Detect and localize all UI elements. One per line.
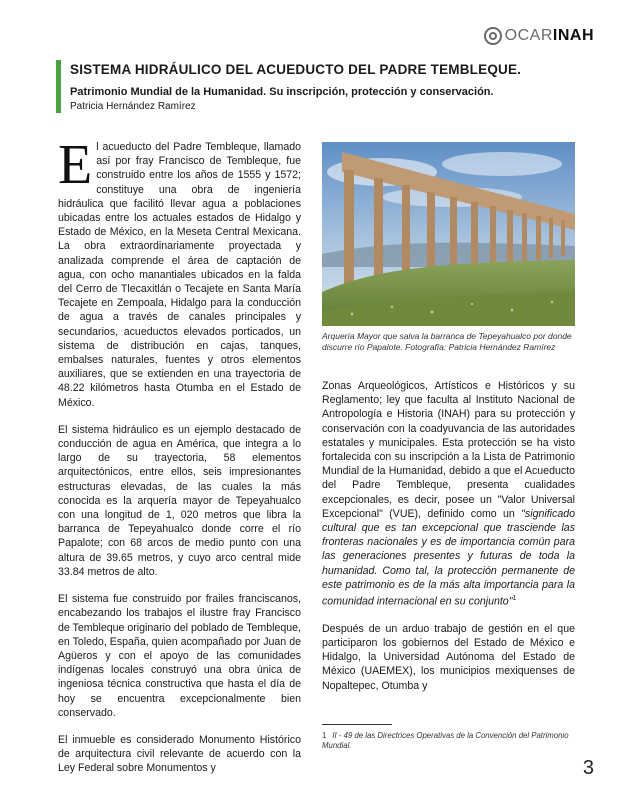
footnote-text: II - 49 de las Directrices Operativas de la Convención del Patrimonio Mundial. [322,731,569,750]
paragraph: El inmueble es considerado Monumento Histórico de arquitectura civil relevante de acuerdo con la Ley Federal sobre Monumentos y [58,733,301,775]
article-author: Patricia Hernández Ramírez [70,101,196,112]
drop-cap: E [58,134,93,196]
paragraph: El acueducto del Padre Tembleque, llamado así por fray Francisco de Tembleque, fue construido entre los años de 1555 y 1572; constituye una obra de ingeniería hidráulica que facilitó llevar agua a poblaciones ubicadas entre los actuales estados de Hidalgo y Estado de México, en la Meseta Central Mexicana. La obra extraordinariamente proyectada y analizada comprende el área de captación de agua, con ocho manantiales ubicados en la falda del Cerro de Tlecaxitlán o Tecajete en Santa María Tecajete en Zempoala, Hidalgo para la conducción de agua a través de canales principales y secundarios, acueductos elevados porticados, un sistema de distribución en cajas, tanques, embalses naturales, fuentes y otros elementos auxiliares, que se extienden en una trayectoria de 48.22 kilómetros hasta Otumba en el Estado de México. [58,134,301,409]
paragraph: El sistema hidráulico es un ejemplo destacado de conducción de agua en América, que integra a lo largo de su trayectoria, 58 elementos arquitectónicos, entre ellos, seis impresionantes estructuras elevadas, de las cuales la más conocida es la arquería mayor de Tepeyahualco con una longitud de 1, 020 metros que libra la barranca de Tepeyahualco donde corre el río Papalote; con 68 arcos de medio punto con una altura de 39.65 metros, y cuyo arco central mide 33.84 metros de alto. [58,423,301,578]
paragraph: El sistema fue construido por frailes franciscanos, encabezando los trabajos el ilustre fray Francisco de Tembleque originario del poblado de Tembleque, en Toledo, España, quien acompañado por Juan de Agüeros y con el apoyo de las comunidades indígenas locales construyó una obra única de ingeniosa técnica constructiva que hasta el día de hoy se encuentra excepcionalmente bien conservado. [58,593,301,719]
article-title: SISTEMA HIDRÁULICO DEL ACUEDUCTO DEL PADRE TEMBLEQUE. [70,62,522,77]
aqueduct-illustration [322,142,575,326]
footnote [322,731,575,751]
footnote-number: 1 [322,731,327,740]
article-header [56,60,600,113]
article-subtitle: Patrimonio Mundial de la Humanidad. Su inscripción, protección y conservación. [70,86,494,98]
paragraph: Zonas Arqueológicos, Artísticos e Históricos y su Reglamento; ley que faculta al Instituto Nacional de Antropología e Historia (INAH) para su protección y conservación con la coadyuvancia de las autoridades estatales y municipales. Esta protección se ha visto fortalecida con su inscripción a la Lista de Patrimonio Mundial de la Humanidad, debido a que el Acueducto del Padre Tembleque, presenta cualidades excepcionales, es decir, posee un "Valor Universal Excepcional" (VUE), definido como un "significado cultural que es tan excepcional que trasciende las fronteras nacionales y es de importancia común para las generaciones presentes y futuras de toda la humanidad. Como tal, la protección permanente de este patrimonio es de la más alta importancia para la comunidad internacional en su conjunto"$^1$ [322,380,575,608]
paragraph: Después de un arduo trabajo de gestión en el que participaron los gobiernos del Estado de México e Hidalgo, la Universidad Autónoma del Estado de México (UAEMEX), los municipios mexiquenses de Nopaltepec, Otumba y [322,622,575,692]
footnote-divider [322,724,392,725]
photo-caption: Arquería Mayor que salva la barranca de Tepeyahualco por donde discurre río Papalote. Fotografía: Patricia Hernández Ramírez [322,331,572,352]
footnote-ref: 1 [512,595,517,603]
logo-text: OCARINAH [504,27,594,44]
logo-emblem-icon [484,27,502,45]
left-column [58,134,301,789]
ocarinah-logo [484,27,594,45]
right-column [322,379,575,706]
aqueduct-photo [322,142,575,326]
unesco-quote: "significado cultural que es tan excepcional que trasciende las fronteras nacionales y es de importancia común para las generaciones presentes y futuras de toda la humanidad. Como tal, la protección permanente de este patrimonio es de la más alta importancia para la comunidad internacional en su conjunto" [322,507,575,608]
page-number: 3 [582,757,594,779]
